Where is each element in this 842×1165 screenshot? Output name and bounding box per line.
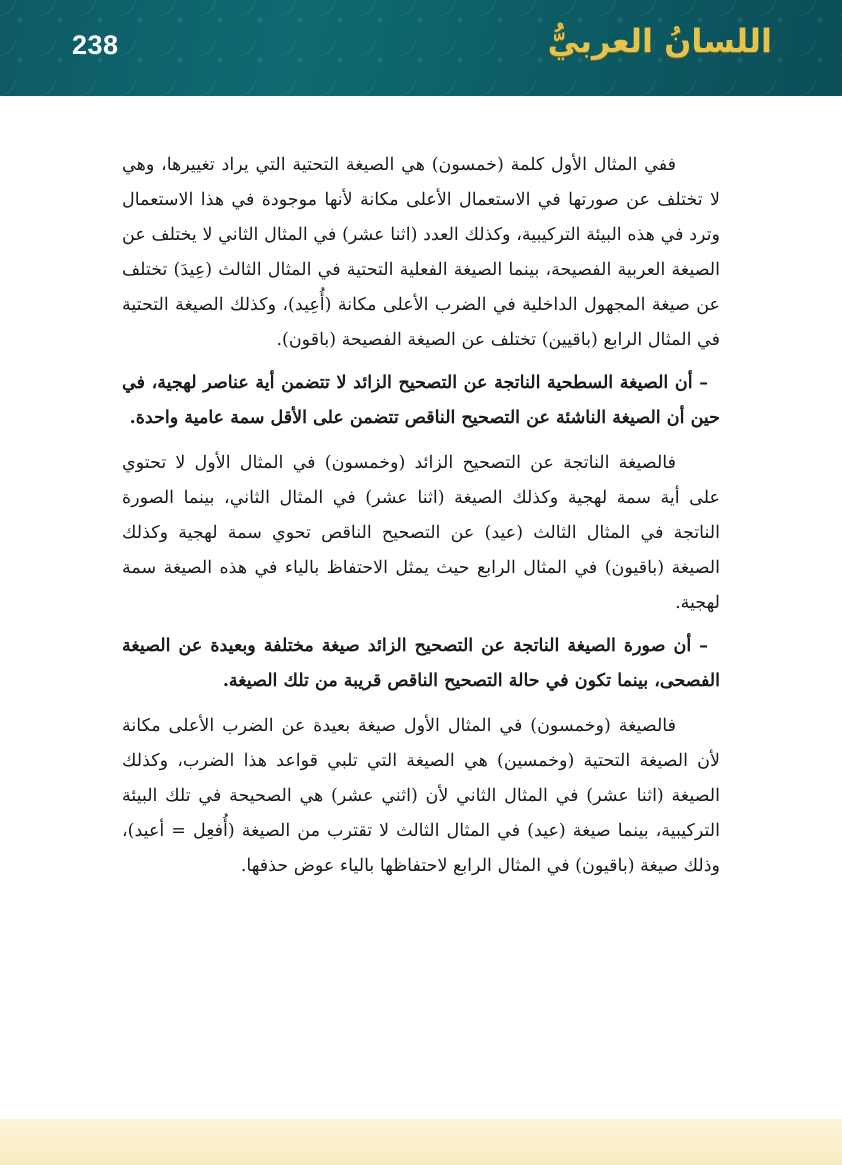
- bold-point-2: – أن صورة الصيغة الناتجة عن التصحيح الزائد صيغة مختلفة وبعيدة عن الصيغة الفصحى، بينما تكون في حالة التصحيح الناقص قريبة من تلك الصيغة.: [122, 636, 720, 691]
- paragraph-3: فالصيغة (وخمسون) في المثال الأول صيغة بعيدة عن الضرب الأعلى مكانة لأن الصيغة التحتية (وخمسين) هي الصيغة التي تلبي قواعد هذا الضرب، وكذلك الصيغة (اثنا عشر) في المثال الثاني لأن (اثني عشر) هي الصحيحة في تلك البيئة التركيبية، بينما صيغة (عيد) في المثال الثالث لا تقترب من الصيغة (أُفعِل = أعيد)، وذلك صيغة (باقيون) في المثال الرابع لاحتفاظها بالياء عوض حذفها.: [122, 716, 720, 876]
- journal-logo: اللسانُ العربيُّ: [547, 22, 772, 60]
- paragraph-1: ففي المثال الأول كلمة (خمسون) هي الصيغة التحتية التي يراد تغييرها، وهي لا تختلف عن صورتها في الاستعمال الأعلى مكانة لأنها موجودة في هذا الاستعمال وترد في هذه البيئة التركيبية، وكذلك العدد (اثنا عشر) في المثال الثاني لا يختلف عن الصيغة العربية الفصيحة، بينما الصيغة الفعلية التحتية في المثال الثالث (عِيدَ) تختلف عن صيغة المجهول الداخلية في الضرب الأعلى مكانة (أُعِيد)، وكذلك الصيغة التحتية في المثال الرابع (باقيين) تختلف عن الصيغة الفصيحة (باقون).: [122, 155, 720, 350]
- article-body: [122, 148, 720, 892]
- page-header: [0, 0, 842, 96]
- bold-point-1: – أن الصيغة السطحية الناتجة عن التصحيح الزائد لا تتضمن أية عناصر لهجية، في حين أن الصيغة الناشئة عن التصحيح الناقص تتضمن على الأقل سمة عامية واحدة.: [122, 373, 720, 428]
- paragraph-2: فالصيغة الناتجة عن التصحيح الزائد (وخمسون) في المثال الأول لا تحتوي على أية سمة لهجية وكذلك الصيغة (اثنا عشر) في المثال الثاني، بينما الصورة الناتجة في المثال الثالث (عيد) عن التصحيح الناقص تحوي سمة لهجية وكذلك الصيغة (باقيون) في المثال الرابع حيث يمثل الاحتفاظ بالياء في هذه الصيغة سمة لهجية.: [122, 453, 720, 613]
- page-footer-band: [0, 1119, 842, 1165]
- page-number: 238: [72, 30, 119, 60]
